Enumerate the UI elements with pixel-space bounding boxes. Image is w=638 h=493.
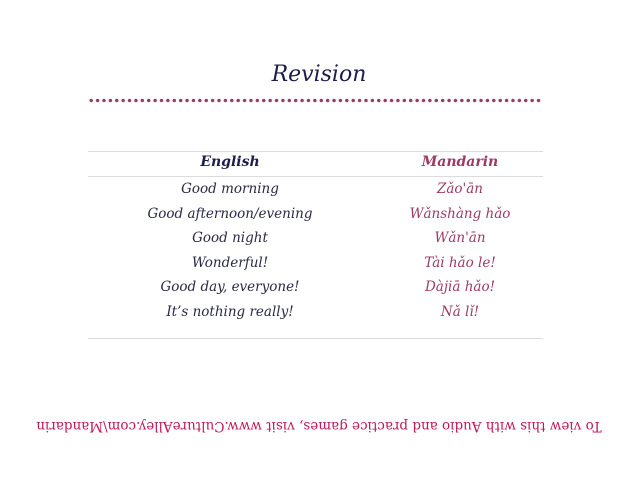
column-header-english: English — [200, 154, 260, 170]
table-rule-header — [88, 176, 543, 177]
mandarin-cell: Wǎnshàng hǎo — [409, 205, 511, 222]
table-row — [0, 230, 638, 255]
english-cell: Good morning — [181, 181, 279, 197]
table-row — [0, 304, 638, 329]
english-cell: It’s nothing really! — [166, 303, 294, 320]
english-cell: Good afternoon/evening — [147, 205, 313, 222]
dotted-divider — [88, 98, 543, 103]
phrase-table-body — [0, 181, 638, 329]
table-row — [0, 279, 638, 304]
column-header-mandarin: Mandarin — [421, 154, 499, 170]
mandarin-cell: Wǎn'ān — [434, 230, 486, 247]
page-title: Revision — [271, 62, 367, 87]
mandarin-cell: Dàjiā hǎo! — [424, 279, 495, 296]
mandarin-cell: Nǎ lǐ! — [440, 303, 480, 320]
english-cell: Good night — [192, 230, 268, 247]
mandarin-cell: Zǎo'ān — [436, 181, 483, 197]
table-rule-bottom — [88, 338, 543, 339]
english-cell: Good day, everyone! — [160, 279, 300, 296]
table-row — [0, 181, 638, 206]
english-cell: Wonderful! — [191, 254, 269, 271]
mandarin-cell: Tài hǎo le! — [424, 254, 496, 271]
table-rule-top — [88, 151, 543, 152]
table-row — [0, 206, 638, 231]
table-row — [0, 255, 638, 280]
footer-link-text[interactable]: To view this with Audio and practice games, visit www.CultureAlley.com\Mandarin — [36, 418, 602, 434]
